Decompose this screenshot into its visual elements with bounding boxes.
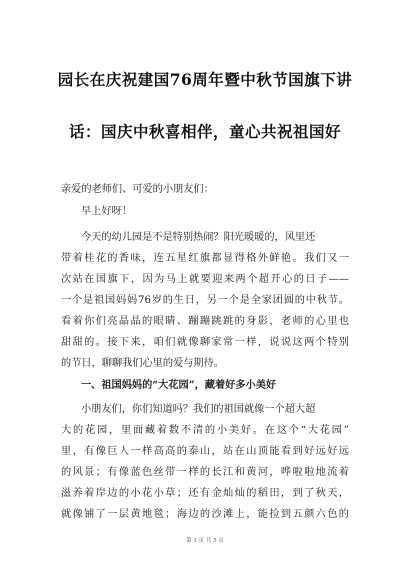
document-title-line-1: 园长在庆祝建国76周年暨中秋节国旗下讲 — [57, 70, 353, 89]
paragraph-line: 的风景；有像蓝色丝带一样的长江和黄河，哗啦啦地流着 — [61, 467, 349, 478]
greeting: 亲爱的老师们、可爱的小朋友们： — [61, 184, 214, 195]
paragraph-line: 就像铺了一层黄地毯；海边的沙滩上，能捡到五颜六色的 — [61, 509, 349, 520]
paragraph-line: 次站在国旗下，因为马上就要迎来两个超开心的日子—— — [61, 274, 349, 285]
paragraph-line: 甜甜的。接下来，咱们就像聊家常一样，说说这两个特别 — [61, 337, 349, 348]
document-title-line-2: 话：国庆中秋喜相伴，童心共祝祖国好 — [68, 122, 341, 141]
paragraph-line: 里，有像巨人一样高高的泰山，站在山顶能看到好远好远 — [61, 446, 349, 457]
paragraph-line: 的节日，聊聊我们心里的爱与期待。 — [61, 358, 224, 369]
page-footer: 第 1 页 共 5 页 — [186, 538, 224, 544]
paragraph-line: 大的花园，里面藏着数不清的小美好。在这个“大花园” — [61, 425, 349, 436]
paragraph-line: 滋养着岸边的小花小草；还有金灿灿的稻田，到了秋天， — [61, 488, 349, 499]
section-heading: 一、祖国妈妈的“大花园”，藏着好多小美好 — [81, 379, 277, 391]
paragraph-line: 小朋友们，你们知道吗？我们的祖国就像一个超大超 — [81, 404, 316, 415]
paragraph-line: 一个是祖国妈妈76岁的生日，另一个是全家团圆的中秋节。 — [61, 295, 349, 306]
paragraph-line: 带着桂花的香味，连五星红旗都显得格外鲜艳。我们又一 — [61, 253, 349, 264]
morning-greeting: 早上好呀！ — [81, 206, 132, 217]
paragraph-line: 看着你们亮晶晶的眼睛、蹦蹦跳跳的身影，老师的心里也 — [61, 316, 349, 327]
paragraph-line: 今天的幼儿园是不是特别热闹？阳光暖暖的，风里还 — [81, 232, 316, 243]
